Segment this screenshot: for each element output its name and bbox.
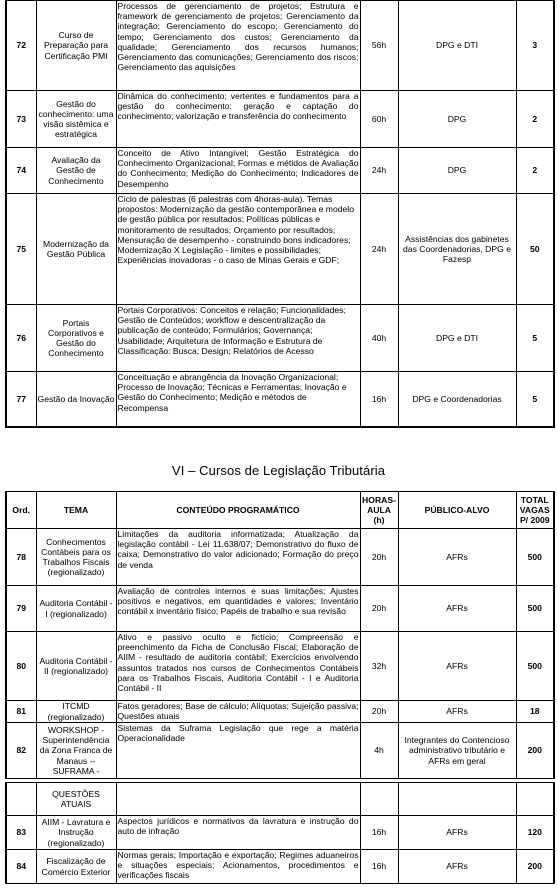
questoes-row	[6, 783, 554, 816]
row-publico: AFRs	[398, 529, 516, 586]
row-ord: 76	[6, 305, 36, 372]
row-horas: 16h	[360, 850, 398, 884]
row-ord: 72	[6, 1, 36, 91]
row-horas: 40h	[360, 305, 398, 372]
row-ord: 84	[6, 850, 36, 884]
row-conteudo: Conceito de Ativo Intangível; Gestão Estratégica do Conhecimento Organizacional; Formas e métidos de Avaliação do Conhecimento; Medição do Conhecimento; Indicadores de Desempenho	[116, 148, 360, 194]
row-conteudo: Ciclo de palestras (6 palestras com 4horas-aula). Temas propostos: Modernização da gestão contemporânea e modelo de gestão pública por resultados; Políticas públicas e monitoramento de resultados; Orçamento por resultados; Mensuração de desempenho - construindo bons indicadores; Modernização X Legislação - limites e possibilidades; Experiências inovadoras - o caso de Minas Gerais e GDF;	[116, 194, 360, 305]
table-row	[6, 816, 554, 850]
row-ord: 78	[6, 529, 36, 586]
row-ord: 81	[6, 701, 36, 723]
row-horas: 4h	[360, 723, 398, 779]
header-tema: TEMA	[36, 492, 116, 529]
table-row	[6, 850, 554, 884]
section-title: VI – Cursos de Legislação Tributária	[171, 463, 386, 478]
courses-table-legislacao	[5, 491, 555, 884]
questoes-ord-cell	[6, 783, 36, 816]
row-horas: 24h	[360, 194, 398, 305]
row-publico: AFRs	[398, 816, 516, 850]
row-publico: AFRs	[398, 701, 516, 723]
courses-table-upper	[5, 0, 555, 428]
row-tema: WORKSHOP - Superintendência da Zona Franca de Manaus -- SUFRAMA -	[36, 723, 116, 779]
table-row	[6, 91, 554, 148]
row-vagas: 50	[516, 194, 554, 305]
table-row	[6, 372, 554, 427]
row-publico: AFRs	[398, 850, 516, 884]
row-ord: 74	[6, 148, 36, 194]
header-vagas: TOTAL VAGAS P/ 2009	[516, 492, 554, 529]
row-conteudo: Portais Corporativos: Conceitos e relação; Funcionalidades; Gestão de Conteúdos; workflow e descentralização da publicação de conteúdo; Formulários; Governança; Usabilidade; Arquitetura de Informação e Estrutura de Classificação: Busca; Design; Relatórios de Acesso	[116, 305, 360, 372]
row-publico: DPG e Coordenadorias	[398, 372, 516, 427]
questoes-empty	[516, 783, 554, 816]
table-row	[6, 148, 554, 194]
questoes-empty	[360, 783, 398, 816]
row-publico: DPG e DTI	[398, 1, 516, 91]
row-vagas: 2	[516, 91, 554, 148]
table-row	[6, 1, 554, 91]
row-horas: 56h	[360, 1, 398, 91]
row-horas: 60h	[360, 91, 398, 148]
row-tema: AIIM - Lavratura e Instrução (regionalizado)	[36, 816, 116, 850]
row-horas: 16h	[360, 372, 398, 427]
row-conteudo: Normas gerais; Importação e exportação; Regimes aduaneiros e situações especiais; Acionamentos, procedimentos e verificações fiscais	[116, 850, 360, 884]
row-tema: Curso de Preparação para Certificação PMI	[36, 1, 116, 91]
table-row	[6, 723, 554, 779]
row-publico: DPG e DTI	[398, 305, 516, 372]
row-publico: DPG	[398, 148, 516, 194]
row-publico: AFRs	[398, 632, 516, 701]
row-conteudo: Fatos geradores; Base de cálculo; Alíquotas; Sujeição passiva; Questões atuais	[117, 701, 359, 722]
row-vagas: 18	[516, 701, 554, 723]
row-horas: 20h	[360, 529, 398, 586]
header-ord: Ord.	[6, 492, 36, 529]
table-row	[6, 194, 554, 305]
table-row	[6, 305, 554, 372]
questoes-empty	[116, 783, 360, 816]
row-vagas: 5	[516, 372, 554, 427]
row-ord: 82	[6, 723, 36, 779]
table-row	[6, 529, 554, 586]
row-tema: Gestão da Inovação	[36, 372, 116, 427]
table-row	[6, 586, 554, 632]
row-vagas: 500	[516, 586, 554, 632]
questoes-empty	[398, 783, 516, 816]
row-ord: 73	[6, 91, 36, 148]
row-tema: Modernização da Gestão Pública	[36, 194, 116, 305]
row-conteudo: Ativo e passivo oculto e fictício; Compreensão e preenchimento da Ficha de Conclusão Fiscal; Elaboração de AIIM - resultado de auditoria contábil; Exercícios envolvendo assuntos tratados nos cursos de Conhecimentos Contábeis para os Trabalhos Fiscais, Auditoria Contábil - I e Auditoria Contábil - II	[116, 632, 360, 701]
row-vagas: 120	[516, 816, 554, 850]
row-ord: 77	[6, 372, 36, 427]
row-ord: 83	[6, 816, 36, 850]
row-vagas: 200	[516, 723, 554, 779]
row-horas: 32h	[360, 632, 398, 701]
row-publico: Integrantes do Contencioso administrativo tributário e AFRs em geral	[398, 723, 516, 779]
row-tema: ITCMD (regionalizado)	[36, 701, 116, 723]
questoes-atuais-label: QUESTÕES ATUAIS	[36, 783, 116, 816]
row-ord: 80	[6, 632, 36, 701]
row-conteudo: Avaliação de controles internos e suas limitações; Ajustes positivos e negativos, em quantidades e valores; Inventário contábil x inventário físico; Papéis de trabalho e sua revisão	[116, 586, 360, 632]
row-vagas: 3	[516, 1, 554, 91]
row-conteudo: Dinâmica do conhecimento; vertentes e fundamentos para a gestão do conhecimento; geração e captação do conhecimento; valorização e transferência do conhecimento	[116, 91, 360, 148]
row-tema: Fiscalização de Comércio Exterior	[36, 850, 116, 884]
row-vagas: 500	[516, 529, 554, 586]
row-conteudo: Processos de gerenciamento de projetos; Estrutura e framework de gerenciamento de projetos; Gerenciamento da integração; Gerenciamento do escopo; Gerenciamento do tempo; Gerenciamento dos custos; Gerenciamento da qualidade; Gerenciamento dos recursos humanos; Gerenciamento das comunicações; Gerenciamento dos riscos; Gerenciamento das aquisições	[116, 1, 360, 91]
row-tema: Auditoria Contábil - II (regionalizado)	[36, 632, 116, 701]
row-ord: 79	[6, 586, 36, 632]
row-tema: Gestão do conhecimento: uma visão sistêmica e estratégica	[36, 91, 116, 148]
header-horas: HORAS-AULA (h)	[360, 492, 398, 529]
row-horas: 24h	[360, 148, 398, 194]
row-conteudo: Limitações da auditoria informatizada; Atualização da legislação contábil - Lei 11.638/07; Demonstrativo do fluxo de caixa; Demonstrativo do valor adicionado; Formação do preço de venda	[116, 529, 360, 586]
row-publico: DPG	[398, 91, 516, 148]
row-vagas: 2	[516, 148, 554, 194]
row-horas: 20h	[360, 701, 398, 723]
row-tema: Avaliação da Gestão de Conhecimento	[36, 148, 116, 194]
row-ord: 75	[6, 194, 36, 305]
header-conteudo: CONTEÚDO PROGRAMÁTICO	[116, 492, 360, 529]
table-row	[6, 701, 554, 723]
row-tema: Portais Corporativos e Gestão do Conhecimento	[36, 305, 116, 372]
table-row	[6, 632, 554, 701]
row-conteudo: Aspectos jurídicos e normativos da lavratura e instrução do auto de infração	[116, 816, 360, 850]
row-publico: Assistências dos gabinetes das Coordenadorias, DPG e Fazesp	[398, 194, 516, 305]
row-conteudo: Conceituação e abrangência da Inovação Organizacional; Processo de Inovação; Técnicas e Ferramentas; Inovação e Gestão do Conhecimento; Medição e métodos de Recompensa	[116, 372, 360, 427]
row-publico: AFRs	[398, 586, 516, 632]
row-conteudo: Sistemas da Suframa Legislação que rege a matéria Operacionalidade	[116, 723, 360, 779]
row-vagas: 200	[516, 850, 554, 884]
row-vagas: 500	[516, 632, 554, 701]
row-horas: 16h	[360, 816, 398, 850]
row-tema: Auditoria Contábil - I (regionalizado)	[36, 586, 116, 632]
row-horas: 20h	[360, 586, 398, 632]
row-tema: Conhecimentos Contábeis para os Trabalhos Fiscais (regionalizado)	[36, 529, 116, 586]
table-header-row	[6, 492, 554, 529]
header-publico: PÚBLICO-ALVO	[398, 492, 516, 529]
row-vagas: 5	[516, 305, 554, 372]
